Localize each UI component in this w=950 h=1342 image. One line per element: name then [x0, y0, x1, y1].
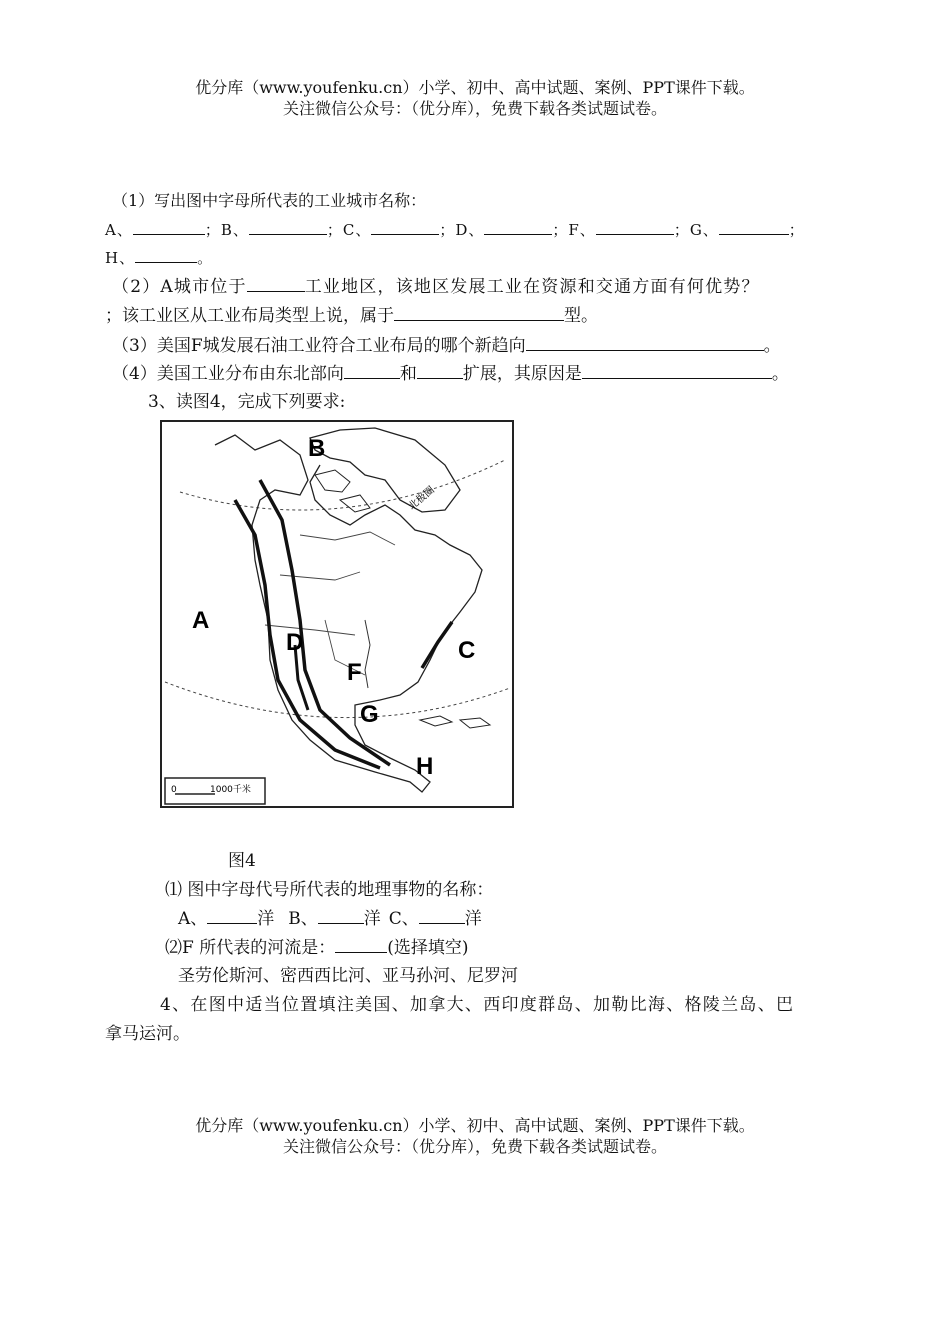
- q4-blank-2[interactable]: [417, 362, 463, 379]
- map-label-H: H: [416, 753, 434, 780]
- q1-b-label: ；B、: [204, 221, 249, 239]
- section-4-line-2: 拿马运河。: [105, 1024, 190, 1044]
- q4-part-4: 。: [771, 364, 789, 384]
- q1-c-blank[interactable]: [371, 218, 439, 235]
- q1-b-blank[interactable]: [249, 218, 327, 235]
- q1-h-label: H、: [105, 249, 136, 267]
- q3-blank[interactable]: [526, 334, 764, 351]
- q1-title: （1）写出图中字母所代表的工业城市名称：: [112, 191, 427, 210]
- q1-h-end: 。: [197, 249, 214, 267]
- q1-answer-line: [105, 218, 805, 241]
- footer-line-2: 关注微信公众号：（优分库），免费下载各类试题试卷。: [282, 1137, 667, 1156]
- q2-blank-2[interactable]: [394, 304, 564, 321]
- sec3-ocean-line: [178, 907, 482, 930]
- header-line-1: 优分库（www.youfenku.cn）小学、初中、高中试题、案例、PPT课件下载。: [195, 78, 755, 97]
- map-label-F: F: [347, 659, 362, 686]
- q1-f-blank[interactable]: [596, 218, 674, 235]
- sec3-c-ocean: 洋: [464, 909, 482, 929]
- sec3-a-label: A、: [178, 909, 208, 929]
- sec3-b-label: B、: [288, 909, 318, 929]
- q1-f-label: ；F、: [552, 221, 596, 239]
- q1-g-label: ；G、: [673, 221, 719, 239]
- q2-part-1: （2）A城市位于: [112, 277, 247, 297]
- q4-line: [112, 362, 789, 385]
- sec3-a-blank[interactable]: [207, 907, 257, 924]
- figure-caption: 图4: [228, 851, 256, 871]
- q4-part-3: 扩展，其原因是: [462, 364, 582, 384]
- q3-line: [112, 334, 781, 357]
- q1-a-label: A、: [105, 221, 133, 239]
- header-line-2: 关注微信公众号：（优分库），免费下载各类试题试卷。: [282, 99, 667, 118]
- sec3-sub-2: [165, 936, 468, 959]
- sec3-b-blank[interactable]: [318, 907, 364, 924]
- q1-h-blank[interactable]: [135, 246, 197, 263]
- q2-part-2: 工业地区，该地区发展工业在资源和交通方面有何优势？: [304, 277, 760, 297]
- q1-c-label: ；C、: [326, 221, 372, 239]
- q3-part-2: 。: [763, 336, 781, 356]
- sec3-c-label: C、: [388, 909, 419, 929]
- q1-end: ；: [788, 221, 805, 239]
- q3-part-1: （3）美国F城发展石油工业符合工业布局的哪个新趋向: [112, 336, 526, 356]
- sec3-c-blank[interactable]: [419, 907, 465, 924]
- map-label-D: D: [286, 629, 304, 656]
- map-label-C: C: [458, 637, 476, 664]
- q1-a-blank[interactable]: [133, 218, 205, 235]
- map-label-B: B: [308, 435, 326, 462]
- q1-g-blank[interactable]: [719, 218, 789, 235]
- q1-d-blank[interactable]: [484, 218, 552, 235]
- sec3-b-ocean: 洋: [363, 909, 381, 929]
- q1-h-line: [105, 246, 213, 269]
- q4-blank-1[interactable]: [344, 362, 400, 379]
- q2-line-2: [105, 304, 598, 327]
- q2-line-1: [112, 275, 760, 298]
- sec3-options: 圣劳伦斯河、密西西比河、亚马孙河、尼罗河: [178, 966, 518, 986]
- q4-part-1: （4）美国工业分布由东北部向: [112, 364, 344, 384]
- sec3-sub-1: ⑴ 图中字母代号所代表的地理事物的名称：: [165, 880, 494, 900]
- map-label-G: G: [360, 701, 379, 728]
- sec3-sub-2-hint: (选择填空): [387, 938, 469, 958]
- north-america-map: [160, 420, 515, 810]
- arctic-circle-label: 北极圈: [406, 484, 437, 513]
- q2-blank-1[interactable]: [247, 275, 305, 292]
- sec3-river-blank[interactable]: [335, 936, 387, 953]
- q4-part-2: 和: [399, 364, 417, 384]
- scale-zero: 0: [171, 785, 177, 795]
- map-label-A: A: [192, 607, 210, 634]
- sec3-a-ocean: 洋: [257, 909, 275, 929]
- q4-blank-3[interactable]: [582, 362, 772, 379]
- q2-part-3: ；该工业区从工业布局类型上说，属于: [105, 306, 394, 326]
- q1-d-label: ；D、: [439, 221, 485, 239]
- footer-line-1: 优分库（www.youfenku.cn）小学、初中、高中试题、案例、PPT课件下载。: [195, 1116, 755, 1135]
- sec3-sub-2-text: ⑵F 所代表的河流是：: [165, 938, 336, 958]
- q2-part-4: 型。: [564, 306, 598, 326]
- section-3-title: 3、读图4，完成下列要求:: [148, 392, 346, 412]
- scale-text: 1000千米: [210, 785, 251, 795]
- section-4-line-1: 4、在图中适当位置填注美国、加拿大、西印度群岛、加勒比海、格陵兰岛、巴: [160, 995, 795, 1015]
